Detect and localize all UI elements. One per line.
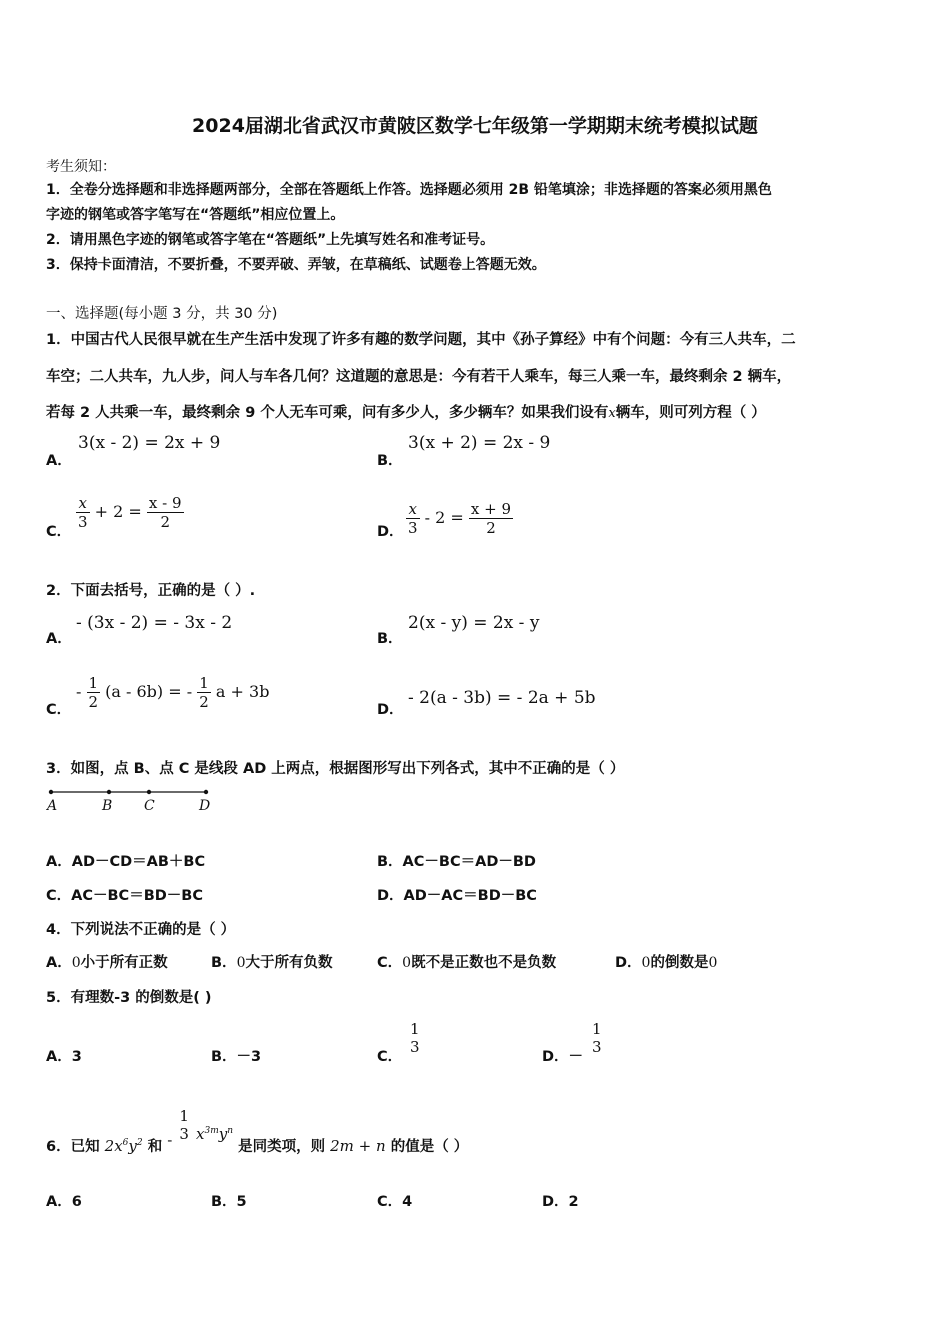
q4-stem: 4．下列说法不正确的是（ ） — [46, 922, 236, 938]
q5-option-d-formula: 1 3 — [592, 1020, 602, 1056]
notice-heading: 考生须知： — [46, 159, 116, 175]
q6-option-d[interactable]: D．2 — [542, 1194, 579, 1210]
q1-option-b-formula: 3(x + 2) = 2x - 9 — [408, 433, 551, 453]
section-heading: 一、选择题(每小题 3 分，共 30 分) — [46, 306, 278, 322]
q2-option-c-label[interactable]: C． — [46, 702, 72, 718]
point-c-label: C — [144, 798, 155, 814]
notice-item-1b: 字迹的钢笔或答字笔写在“答题纸”相应位置上。 — [46, 207, 345, 223]
page-title: 2024届湖北省武汉市黄陂区数学七年级第一学期期末统考模拟试题 — [192, 115, 758, 137]
point-b-label: B — [102, 798, 113, 814]
q4-option-b[interactable]: B．0大于所有负数 — [211, 955, 333, 971]
q2-option-b-label[interactable]: B． — [377, 631, 403, 647]
point-b-dot — [107, 790, 111, 794]
q2-option-b-formula: 2(x - y) = 2x - y — [408, 613, 540, 633]
q5-option-b[interactable]: B．－3 — [211, 1049, 262, 1065]
point-d-label: D — [199, 798, 211, 814]
q1-option-a-label[interactable]: A． — [46, 453, 72, 469]
q4-option-d[interactable]: D．0的倒数是0 — [615, 955, 718, 971]
notice-item-3: 3．保持卡面清洁，不要折叠，不要弄破、弄皱，在草稿纸、试题卷上答题无效。 — [46, 257, 546, 273]
q3-option-b[interactable]: B．AC－BC＝AD－BD — [377, 854, 536, 870]
q4-option-a[interactable]: A．0小于所有正数 — [46, 955, 168, 971]
q6-option-a[interactable]: A．6 — [46, 1194, 82, 1210]
q1-line-3: 若每 2 人共乘一车，最终剩余 9 个人无车可乘，问有多少人，多少辆车？如果我们设有x辆车，则可列方程（ ） — [46, 405, 766, 421]
q2-option-a-formula: - (3x - 2) = - 3x - 2 — [76, 613, 233, 633]
q1-option-c-label[interactable]: C． — [46, 524, 72, 540]
q5-option-c-label[interactable]: C． — [377, 1049, 403, 1065]
q2-option-c-formula: - $\frac{1}{2}$ (a - 6b) = - $\frac{1}{2}$ a + 3b — [76, 674, 270, 711]
q3-stem: 3．如图，点 B、点 C 是线段 AD 上两点，根据图形写出下列各式，其中不正确的是（ ） — [46, 761, 625, 777]
q1-option-c-formula: $\frac{x}{3}$ + 2 = $\frac{x - 9}{2}$ — [78, 494, 182, 531]
segment-svg — [44, 786, 224, 816]
q3-option-a[interactable]: A．AD－CD＝AB＋BC — [46, 854, 206, 870]
q2-option-d-label[interactable]: D． — [377, 702, 404, 718]
q2-stem: 2．下面去括号，正确的是（ ）. — [46, 583, 256, 599]
q6-stem: 6．已知 $2x^6y^2$ 和 - 1 3 $x^{3m}y^n$ 是同类项，则 2m + n 的值是（ ） — [46, 1107, 469, 1155]
q3-option-c[interactable]: C．AC－BC＝BD－BC — [46, 888, 203, 904]
q2-option-d-formula: - 2(a - 3b) = - 2a + 5b — [408, 688, 596, 708]
q3-option-d[interactable]: D．AD－AC＝BD－BC — [377, 888, 537, 904]
q1-option-d-formula: $\frac{x}{3}$ - 2 = $\frac{x + 9}{2}$ — [408, 500, 512, 537]
notice-item-1a: 1．全卷分选择题和非选择题两部分，全部在答题纸上作答。选择题必须用 2B 铅笔填涂；非选择题的答案必须用黑色 — [46, 182, 772, 198]
q5-option-a[interactable]: A．3 — [46, 1049, 82, 1065]
q4-option-c[interactable]: C．0既不是正数也不是负数 — [377, 955, 557, 971]
q1-line-1: 1．中国古代人民很早就在生产生活中发现了许多有趣的数学问题，其中《孙子算经》中有个问题：今有三人共车，二 — [46, 332, 796, 348]
q1-line-2: 车空；二人共车，九人步，问人与车各几何？这道题的意思是：今有若干人乘车，每三人乘一车，最终剩余 2 辆车， — [46, 369, 792, 385]
point-c-dot — [147, 790, 151, 794]
point-a-dot — [49, 790, 53, 794]
q6-option-b[interactable]: B．5 — [211, 1194, 247, 1210]
q1-option-a-formula: 3(x - 2) = 2x + 9 — [78, 433, 221, 453]
q3-line-segment-figure — [44, 786, 224, 816]
q5-option-c-formula: 1 3 — [410, 1020, 420, 1056]
notice-item-2: 2．请用黑色字迹的钢笔或答字笔在“答题纸”上先填写姓名和准考证号。 — [46, 232, 495, 248]
q5-option-d-label[interactable]: D．－ — [542, 1049, 584, 1065]
q5-stem: 5．有理数-3 的倒数是( ) — [46, 990, 212, 1006]
point-d-dot — [204, 790, 208, 794]
q6-option-c[interactable]: C．4 — [377, 1194, 413, 1210]
q2-option-a-label[interactable]: A． — [46, 631, 72, 647]
q1-option-b-label[interactable]: B． — [377, 453, 403, 469]
point-a-label: A — [47, 798, 58, 814]
q1-option-d-label[interactable]: D． — [377, 524, 404, 540]
